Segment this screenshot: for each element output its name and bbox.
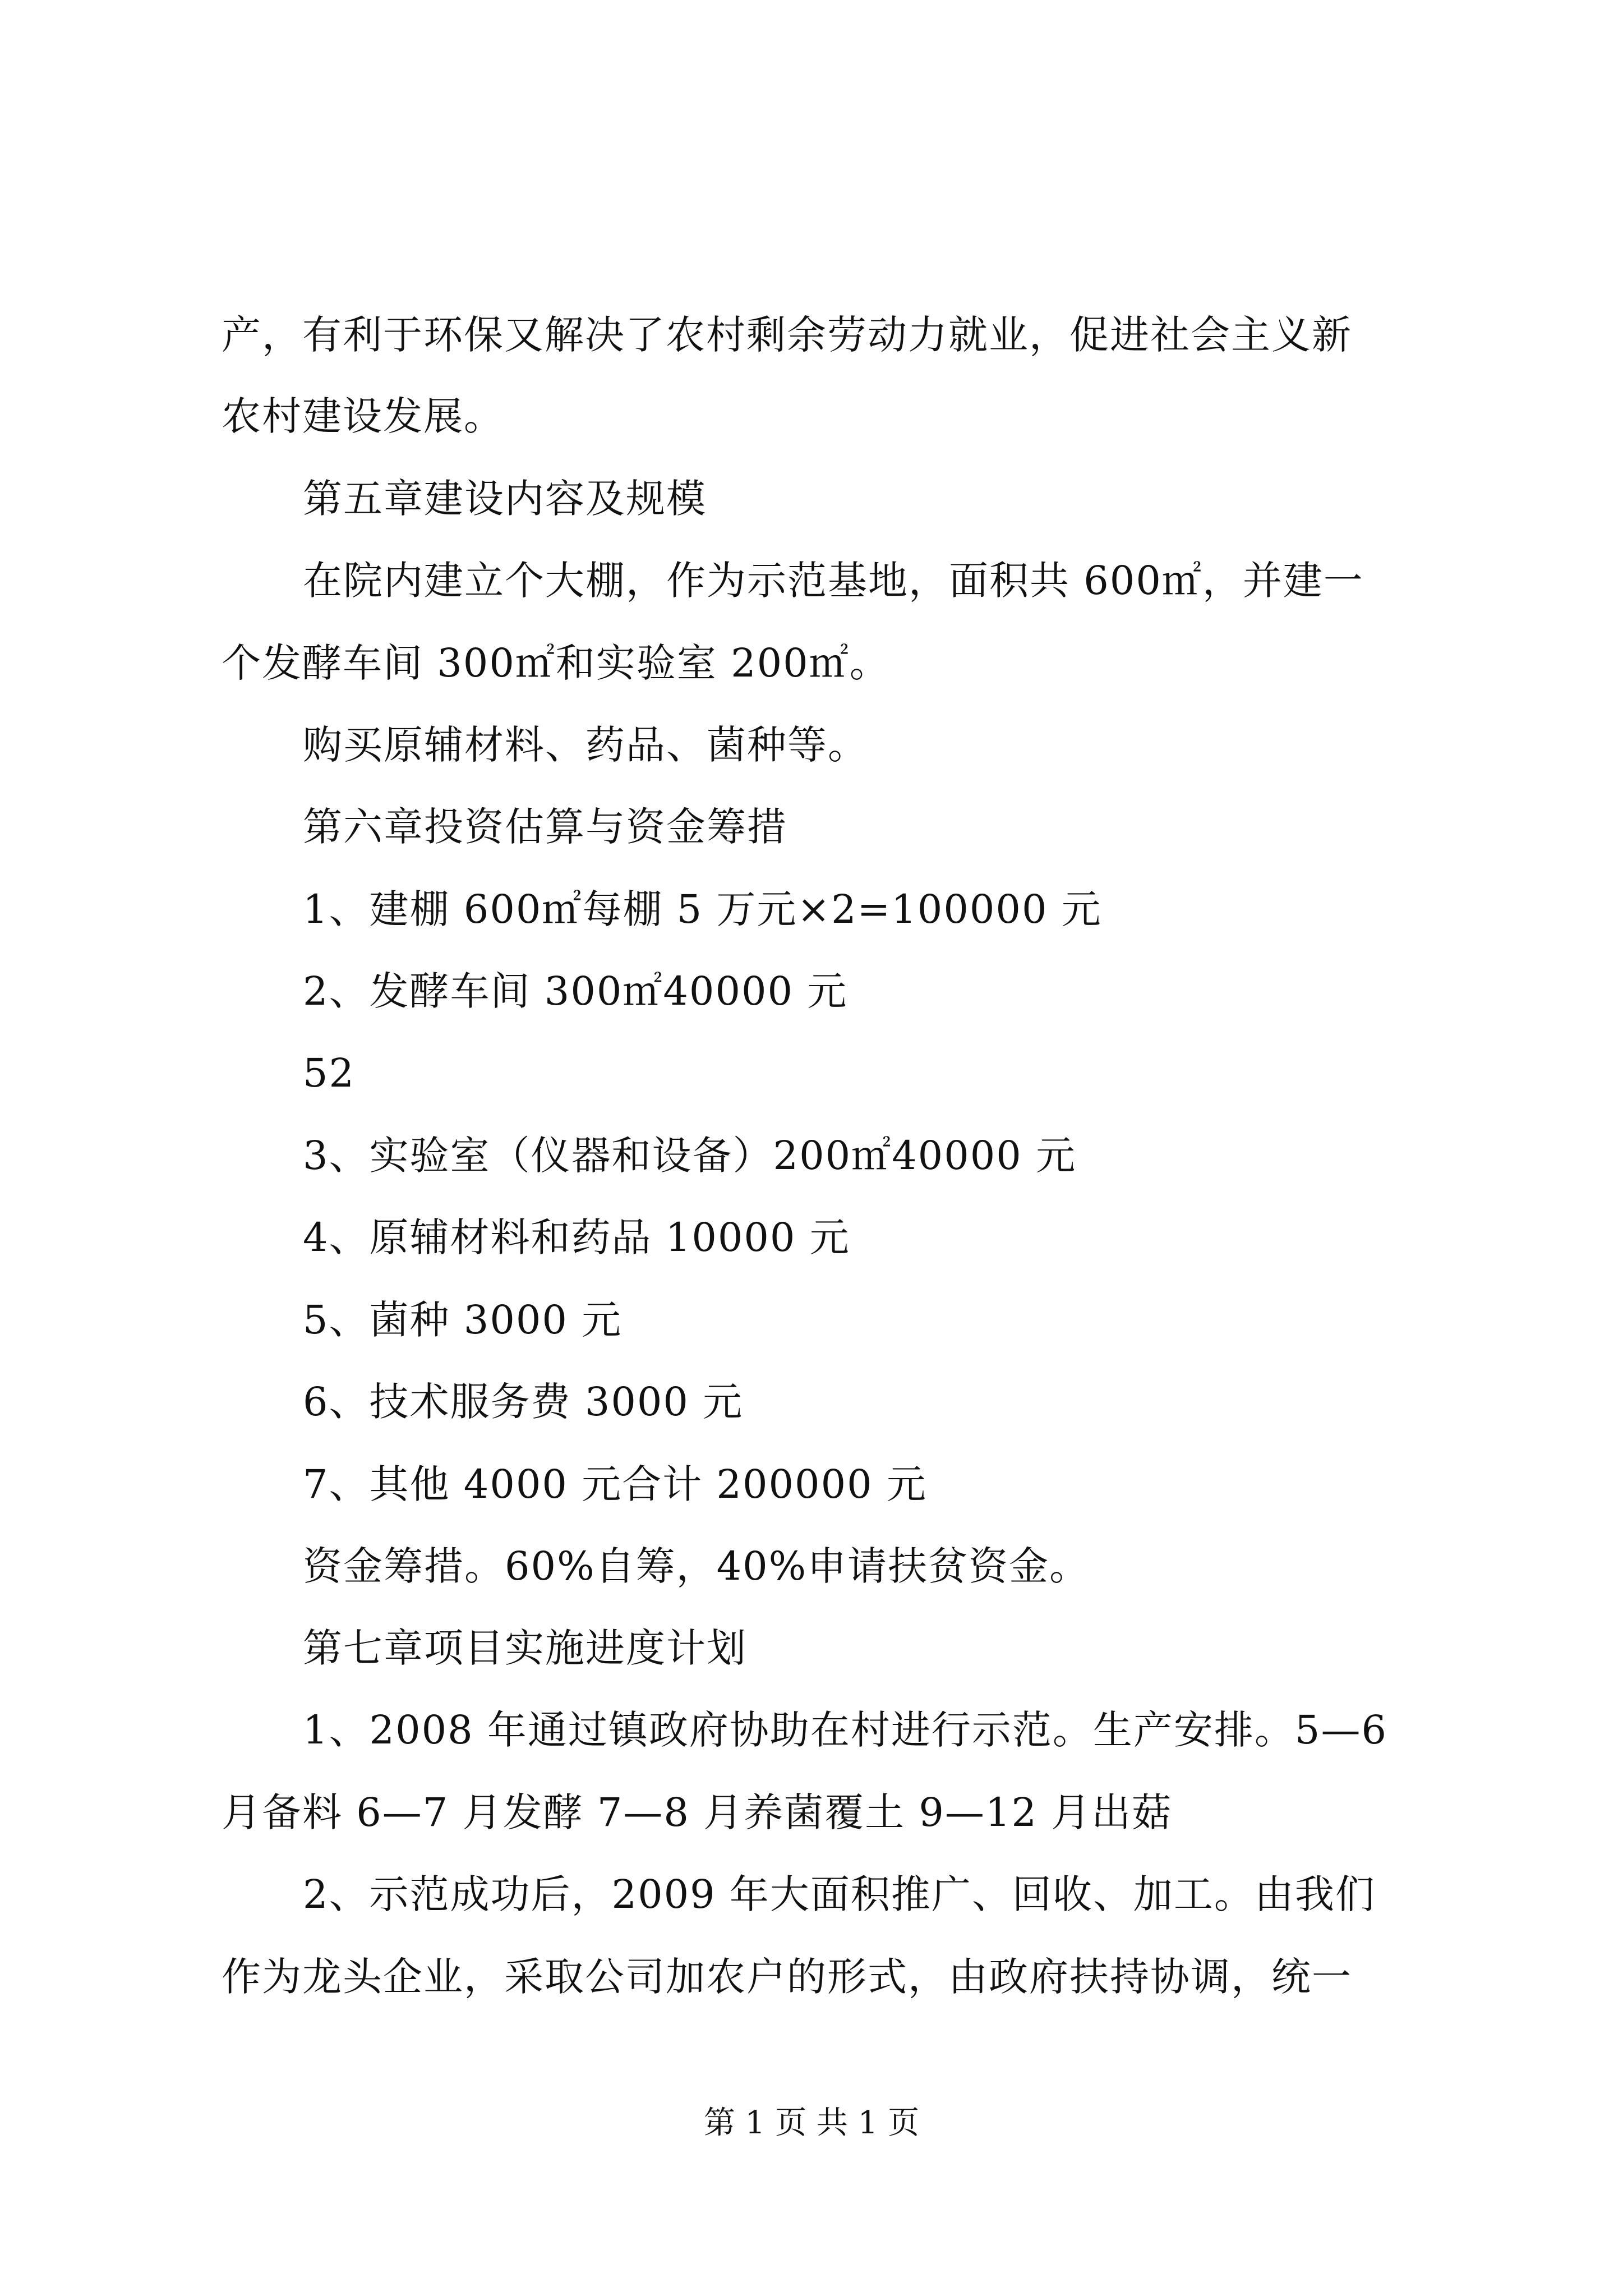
text-line: 个发酵车间 300㎡和实验室 200㎡。	[222, 640, 890, 686]
list-item: 6、技术服务费 3000 元	[303, 1379, 744, 1425]
list-item: 5、菌种 3000 元	[303, 1297, 623, 1343]
list-item: 2、示范成功后，2009 年大面积推广、回收、加工。由我们	[303, 1871, 1376, 1917]
text-line: 月备料 6—7 月发酵 7—8 月养菌覆土 9—12 月出菇	[222, 1789, 1173, 1835]
text-line: 购买原辅材料、药品、菌种等。	[303, 722, 868, 768]
list-item: 1、建棚 600㎡每棚 5 万元×2=100000 元	[303, 886, 1102, 932]
text-line: 52	[303, 1050, 356, 1096]
chapter-heading: 第六章投资估算与资金筹措	[303, 804, 787, 850]
text-line: 在院内建立个大棚，作为示范基地，面积共 600㎡，并建一	[303, 558, 1364, 604]
list-item: 4、原辅材料和药品 10000 元	[303, 1214, 850, 1260]
list-item: 2、发酵车间 300㎡40000 元	[303, 968, 848, 1014]
text-line: 资金筹措。60%自筹，40%申请扶贫资金。	[303, 1543, 1090, 1589]
text-line: 作为龙头企业，采取公司加农户的形式，由政府扶持协调，统一	[222, 1954, 1352, 2000]
list-item: 3、实验室（仪器和设备）200㎡40000 元	[303, 1133, 1077, 1179]
list-item: 7、其他 4000 元合计 200000 元	[303, 1461, 927, 1507]
text-line: 农村建设发展。	[222, 393, 504, 439]
page-footer: 第 1 页 共 1 页	[703, 2105, 920, 2141]
list-item: 1、2008 年通过镇政府协助在村进行示范。生产安排。5—6	[303, 1707, 1388, 1753]
text-line: 产，有利于环保又解决了农村剩余劳动力就业，促进社会主义新	[222, 312, 1352, 358]
chapter-heading: 第七章项目实施进度计划	[303, 1625, 747, 1671]
chapter-heading: 第五章建设内容及规模	[303, 476, 707, 522]
